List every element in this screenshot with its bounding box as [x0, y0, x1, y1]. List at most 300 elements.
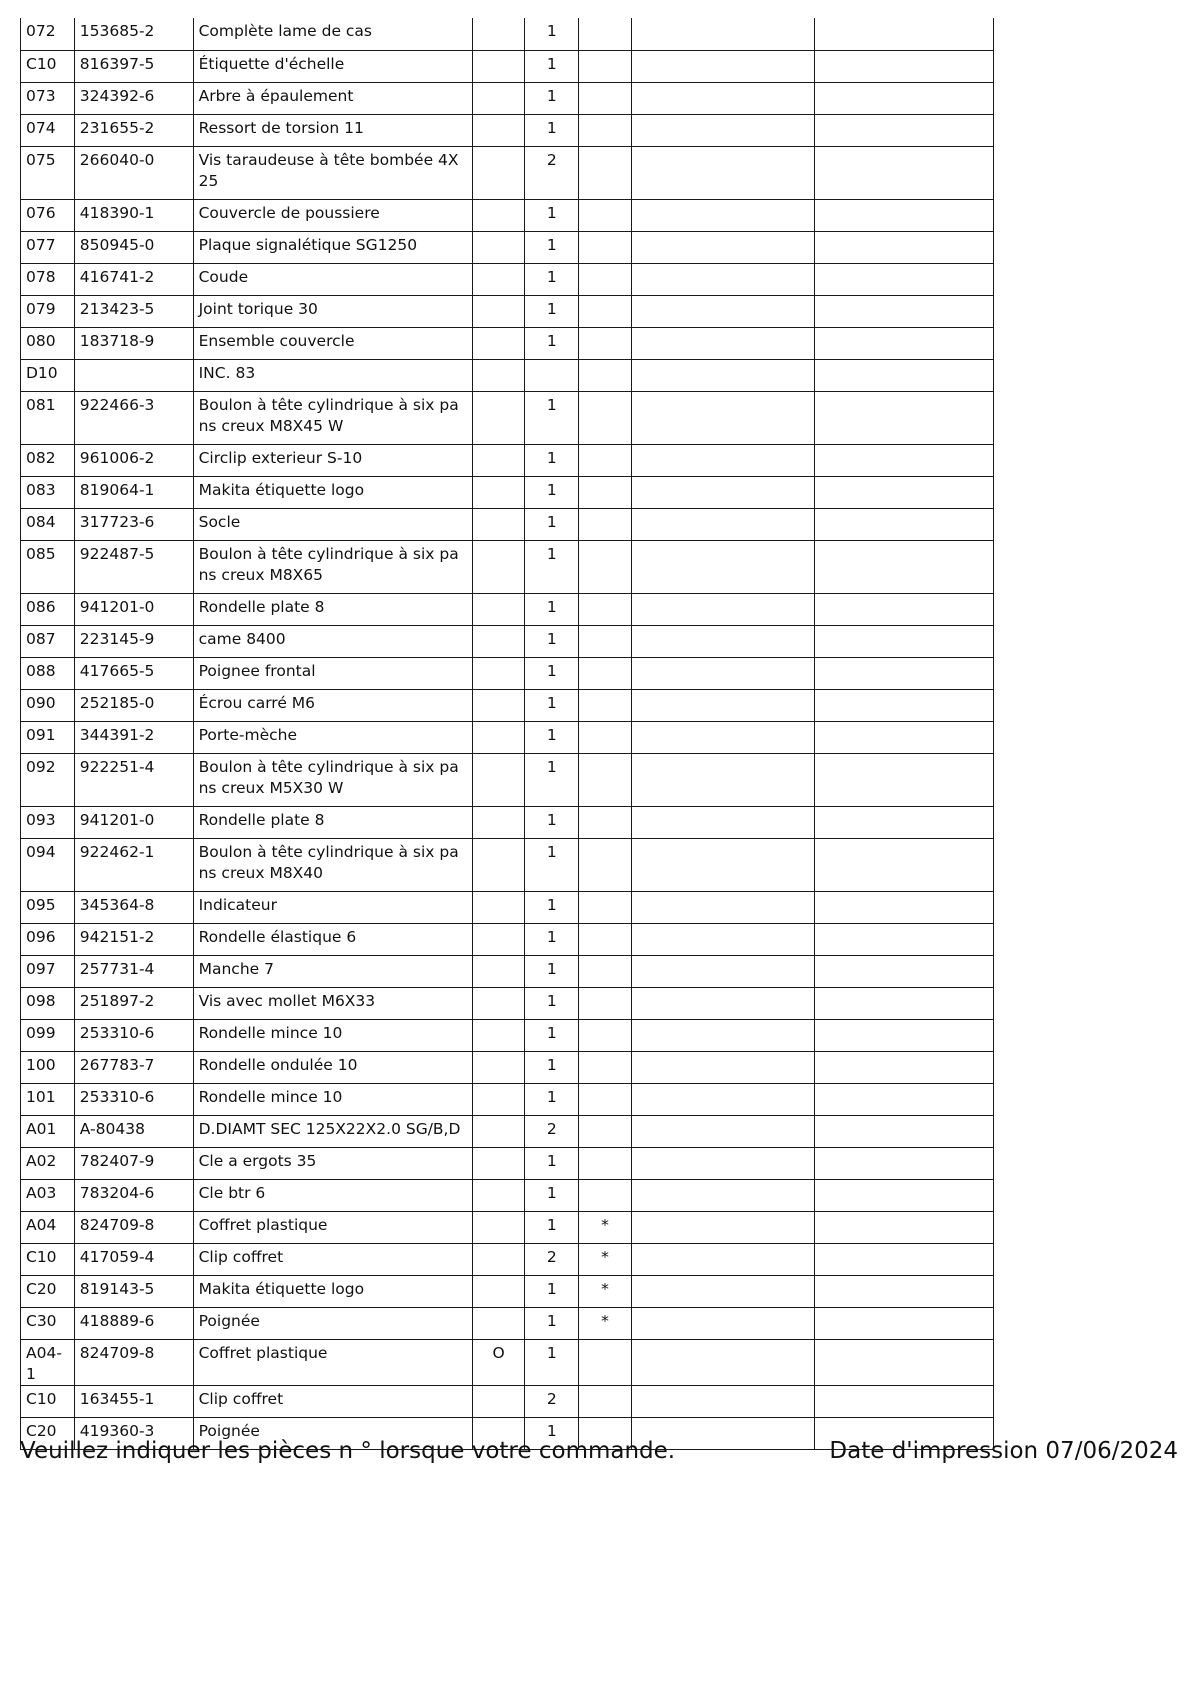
marker-cell [579, 1339, 632, 1385]
marker-cell [579, 263, 632, 295]
description-cell: Indicateur [193, 891, 472, 923]
table-row [21, 391, 994, 444]
quantity-cell: 1 [525, 391, 579, 444]
part-number-cell: 085 [21, 540, 75, 593]
reference-cell: 163455-1 [74, 1385, 193, 1417]
blank-cell [631, 1211, 814, 1243]
blank-cell [814, 1307, 993, 1339]
blank-cell [814, 391, 993, 444]
table-row [21, 987, 994, 1019]
blank-cell [814, 231, 993, 263]
quantity-cell: 1 [525, 82, 579, 114]
description-cell: Boulon à tête cylindrique à six pa ns creux M5X30 W [193, 753, 472, 806]
quantity-cell: 1 [525, 1083, 579, 1115]
blank-cell [631, 1051, 814, 1083]
blank-cell [814, 657, 993, 689]
description-cell: Ressort de torsion 11 [193, 114, 472, 146]
quantity-cell: 2 [525, 1115, 579, 1147]
note-cell [472, 923, 525, 955]
table-row [21, 50, 994, 82]
reference-cell: 416741-2 [74, 263, 193, 295]
note-cell [472, 806, 525, 838]
blank-cell [631, 1243, 814, 1275]
blank-cell [814, 508, 993, 540]
blank-cell [631, 891, 814, 923]
quantity-cell: 1 [525, 721, 579, 753]
description-cell: Rondelle ondulée 10 [193, 1051, 472, 1083]
quantity-cell: 2 [525, 1243, 579, 1275]
part-number-cell: C10 [21, 1385, 75, 1417]
reference-cell: 942151-2 [74, 923, 193, 955]
marker-cell [579, 391, 632, 444]
quantity-cell [525, 359, 579, 391]
note-cell [472, 82, 525, 114]
blank-cell [814, 444, 993, 476]
parts-table [20, 18, 994, 1450]
quantity-cell: 1 [525, 263, 579, 295]
note-cell [472, 146, 525, 199]
marker-cell [579, 1115, 632, 1147]
reference-cell: 253310-6 [74, 1083, 193, 1115]
part-number-cell: A04-1 [21, 1339, 75, 1385]
blank-cell [814, 923, 993, 955]
note-cell [472, 1243, 525, 1275]
marker-cell: * [579, 1243, 632, 1275]
reference-cell: 324392-6 [74, 82, 193, 114]
table-row [21, 444, 994, 476]
table-row [21, 955, 994, 987]
blank-cell [631, 1307, 814, 1339]
blank-cell [814, 82, 993, 114]
part-number-cell: C20 [21, 1275, 75, 1307]
marker-cell [579, 625, 632, 657]
blank-cell [814, 295, 993, 327]
description-cell: Vis avec mollet M6X33 [193, 987, 472, 1019]
blank-cell [814, 1211, 993, 1243]
part-number-cell: C20 [21, 1417, 75, 1449]
blank-cell [814, 891, 993, 923]
blank-cell [814, 593, 993, 625]
quantity-cell: 1 [525, 1019, 579, 1051]
blank-cell [631, 508, 814, 540]
note-cell [472, 987, 525, 1019]
quantity-cell: 1 [525, 923, 579, 955]
quantity-cell: 1 [525, 955, 579, 987]
reference-cell: 153685-2 [74, 18, 193, 50]
quantity-cell: 1 [525, 295, 579, 327]
blank-cell [814, 359, 993, 391]
blank-cell [814, 625, 993, 657]
part-number-cell: 083 [21, 476, 75, 508]
part-number-cell: C10 [21, 1243, 75, 1275]
order-instruction-note: Veuillez indiquer les pièces n ° lorsque votre commande. [20, 1438, 676, 1464]
blank-cell [814, 1243, 993, 1275]
reference-cell: 253310-6 [74, 1019, 193, 1051]
quantity-cell: 1 [525, 1275, 579, 1307]
table-row [21, 146, 994, 199]
table-row [21, 263, 994, 295]
marker-cell [579, 146, 632, 199]
reference-cell: 344391-2 [74, 721, 193, 753]
part-number-cell: 076 [21, 199, 75, 231]
note-cell [472, 50, 525, 82]
description-cell: Boulon à tête cylindrique à six pa ns creux M8X65 [193, 540, 472, 593]
part-number-cell: 094 [21, 838, 75, 891]
blank-cell [631, 657, 814, 689]
marker-cell [579, 891, 632, 923]
quantity-cell: 1 [525, 753, 579, 806]
marker-cell [579, 359, 632, 391]
reference-cell: 418390-1 [74, 199, 193, 231]
reference-cell: 819064-1 [74, 476, 193, 508]
quantity-cell: 1 [525, 1147, 579, 1179]
note-cell [472, 295, 525, 327]
note-cell [472, 540, 525, 593]
marker-cell [579, 295, 632, 327]
note-cell [472, 359, 525, 391]
part-number-cell: 092 [21, 753, 75, 806]
blank-cell [814, 476, 993, 508]
description-cell: Poignee frontal [193, 657, 472, 689]
blank-cell [814, 689, 993, 721]
blank-cell [814, 1051, 993, 1083]
quantity-cell: 1 [525, 114, 579, 146]
part-number-cell: 074 [21, 114, 75, 146]
description-cell: Coude [193, 263, 472, 295]
blank-cell [631, 753, 814, 806]
part-number-cell: 101 [21, 1083, 75, 1115]
marker-cell: * [579, 1211, 632, 1243]
marker-cell [579, 1147, 632, 1179]
reference-cell: 251897-2 [74, 987, 193, 1019]
parts-table-body [21, 18, 994, 1449]
note-cell [472, 391, 525, 444]
blank-cell [631, 1115, 814, 1147]
quantity-cell: 1 [525, 625, 579, 657]
description-cell: Rondelle plate 8 [193, 806, 472, 838]
blank-cell [814, 1019, 993, 1051]
note-cell [472, 955, 525, 987]
description-cell: Vis taraudeuse à tête bombée 4X 25 [193, 146, 472, 199]
blank-cell [814, 1385, 993, 1417]
blank-cell [814, 1179, 993, 1211]
table-row [21, 508, 994, 540]
blank-cell [631, 50, 814, 82]
blank-cell [814, 18, 993, 50]
note-cell [472, 1385, 525, 1417]
description-cell: Plaque signalétique SG1250 [193, 231, 472, 263]
reference-cell [74, 359, 193, 391]
note-cell [472, 838, 525, 891]
table-row [21, 1339, 994, 1385]
blank-cell [631, 1275, 814, 1307]
quantity-cell: 1 [525, 891, 579, 923]
blank-cell [631, 721, 814, 753]
quantity-cell: 1 [525, 657, 579, 689]
quantity-cell: 1 [525, 1307, 579, 1339]
marker-cell [579, 593, 632, 625]
blank-cell [631, 359, 814, 391]
note-cell [472, 625, 525, 657]
description-cell: Clip coffret [193, 1385, 472, 1417]
blank-cell [631, 231, 814, 263]
table-row [21, 721, 994, 753]
part-number-cell: A01 [21, 1115, 75, 1147]
table-row [21, 1147, 994, 1179]
note-cell [472, 1051, 525, 1083]
marker-cell [579, 114, 632, 146]
note-cell [472, 1083, 525, 1115]
reference-cell: 922487-5 [74, 540, 193, 593]
quantity-cell: 1 [525, 1339, 579, 1385]
reference-cell: 922462-1 [74, 838, 193, 891]
table-row [21, 657, 994, 689]
marker-cell [579, 476, 632, 508]
blank-cell [631, 18, 814, 50]
table-row [21, 806, 994, 838]
blank-cell [814, 838, 993, 891]
blank-cell [631, 593, 814, 625]
description-cell: Rondelle mince 10 [193, 1083, 472, 1115]
description-cell: Étiquette d'échelle [193, 50, 472, 82]
blank-cell [814, 987, 993, 1019]
reference-cell: A-80438 [74, 1115, 193, 1147]
reference-cell: 223145-9 [74, 625, 193, 657]
reference-cell: 231655-2 [74, 114, 193, 146]
blank-cell [814, 540, 993, 593]
blank-cell [631, 476, 814, 508]
blank-cell [631, 689, 814, 721]
quantity-cell: 1 [525, 1051, 579, 1083]
description-cell: Clip coffret [193, 1243, 472, 1275]
reference-cell: 782407-9 [74, 1147, 193, 1179]
note-cell [472, 657, 525, 689]
blank-cell [631, 199, 814, 231]
marker-cell [579, 18, 632, 50]
blank-cell [814, 1147, 993, 1179]
part-number-cell: A04 [21, 1211, 75, 1243]
quantity-cell: 1 [525, 1211, 579, 1243]
reference-cell: 850945-0 [74, 231, 193, 263]
reference-cell: 941201-0 [74, 806, 193, 838]
reference-cell: 183718-9 [74, 327, 193, 359]
table-row [21, 838, 994, 891]
table-row [21, 295, 994, 327]
table-row [21, 1083, 994, 1115]
quantity-cell: 1 [525, 50, 579, 82]
reference-cell: 961006-2 [74, 444, 193, 476]
table-row [21, 689, 994, 721]
table-row [21, 1115, 994, 1147]
marker-cell [579, 838, 632, 891]
description-cell: INC. 83 [193, 359, 472, 391]
table-row [21, 231, 994, 263]
description-cell: Makita étiquette logo [193, 1275, 472, 1307]
part-number-cell: 077 [21, 231, 75, 263]
blank-cell [814, 1083, 993, 1115]
reference-cell: 345364-8 [74, 891, 193, 923]
blank-cell [631, 146, 814, 199]
part-number-cell: 100 [21, 1051, 75, 1083]
description-cell: Circlip exterieur S-10 [193, 444, 472, 476]
table-row [21, 593, 994, 625]
note-cell: O [472, 1339, 525, 1385]
note-cell [472, 199, 525, 231]
part-number-cell: 093 [21, 806, 75, 838]
part-number-cell: 086 [21, 593, 75, 625]
reference-cell: 317723-6 [74, 508, 193, 540]
description-cell: Rondelle mince 10 [193, 1019, 472, 1051]
part-number-cell: 072 [21, 18, 75, 50]
quantity-cell: 1 [525, 1417, 579, 1449]
blank-cell [631, 444, 814, 476]
reference-cell: 816397-5 [74, 50, 193, 82]
blank-cell [631, 806, 814, 838]
note-cell [472, 1147, 525, 1179]
table-row [21, 1275, 994, 1307]
marker-cell [579, 540, 632, 593]
marker-cell [579, 987, 632, 1019]
blank-cell [631, 1019, 814, 1051]
quantity-cell: 2 [525, 1385, 579, 1417]
print-date: Date d'impression 07/06/2024 [829, 1438, 1178, 1464]
table-row [21, 1385, 994, 1417]
part-number-cell: C10 [21, 50, 75, 82]
description-cell: came 8400 [193, 625, 472, 657]
description-cell: Joint torique 30 [193, 295, 472, 327]
description-cell: Porte-mèche [193, 721, 472, 753]
note-cell [472, 114, 525, 146]
description-cell: Boulon à tête cylindrique à six pa ns creux M8X40 [193, 838, 472, 891]
part-number-cell: A02 [21, 1147, 75, 1179]
reference-cell: 419360-3 [74, 1417, 193, 1449]
note-cell [472, 593, 525, 625]
part-number-cell: 090 [21, 689, 75, 721]
reference-cell: 922466-3 [74, 391, 193, 444]
part-number-cell: D10 [21, 359, 75, 391]
blank-cell [814, 327, 993, 359]
quantity-cell: 1 [525, 987, 579, 1019]
note-cell [472, 1179, 525, 1211]
quantity-cell: 1 [525, 838, 579, 891]
marker-cell [579, 657, 632, 689]
part-number-cell: 097 [21, 955, 75, 987]
part-number-cell: 087 [21, 625, 75, 657]
part-number-cell: 095 [21, 891, 75, 923]
marker-cell [579, 955, 632, 987]
quantity-cell: 1 [525, 806, 579, 838]
marker-cell [579, 721, 632, 753]
marker-cell: * [579, 1307, 632, 1339]
description-cell: Ensemble couvercle [193, 327, 472, 359]
quantity-cell: 1 [525, 540, 579, 593]
blank-cell [631, 114, 814, 146]
blank-cell [631, 540, 814, 593]
description-cell: Rondelle élastique 6 [193, 923, 472, 955]
table-row [21, 82, 994, 114]
quantity-cell: 2 [525, 146, 579, 199]
note-cell [472, 476, 525, 508]
note-cell [472, 689, 525, 721]
reference-cell: 824709-8 [74, 1211, 193, 1243]
description-cell: Rondelle plate 8 [193, 593, 472, 625]
reference-cell: 417059-4 [74, 1243, 193, 1275]
marker-cell [579, 1083, 632, 1115]
part-number-cell: A03 [21, 1179, 75, 1211]
part-number-cell: 080 [21, 327, 75, 359]
part-number-cell: 099 [21, 1019, 75, 1051]
description-cell: Poignée [193, 1307, 472, 1339]
description-cell: Makita étiquette logo [193, 476, 472, 508]
part-number-cell: 084 [21, 508, 75, 540]
table-row [21, 1179, 994, 1211]
blank-cell [631, 263, 814, 295]
part-number-cell: 091 [21, 721, 75, 753]
blank-cell [814, 263, 993, 295]
part-number-cell: C30 [21, 1307, 75, 1339]
note-cell [472, 891, 525, 923]
quantity-cell: 1 [525, 593, 579, 625]
table-row [21, 891, 994, 923]
note-cell [472, 263, 525, 295]
part-number-cell: 096 [21, 923, 75, 955]
marker-cell [579, 923, 632, 955]
reference-cell: 252185-0 [74, 689, 193, 721]
marker-cell [579, 82, 632, 114]
blank-cell [631, 987, 814, 1019]
note-cell [472, 1019, 525, 1051]
table-row [21, 359, 994, 391]
reference-cell: 213423-5 [74, 295, 193, 327]
reference-cell: 922251-4 [74, 753, 193, 806]
quantity-cell: 1 [525, 327, 579, 359]
table-row [21, 1243, 994, 1275]
blank-cell [631, 82, 814, 114]
description-cell: Coffret plastique [193, 1211, 472, 1243]
table-row [21, 199, 994, 231]
quantity-cell: 1 [525, 199, 579, 231]
blank-cell [814, 753, 993, 806]
marker-cell [579, 327, 632, 359]
blank-cell [631, 1083, 814, 1115]
blank-cell [814, 199, 993, 231]
reference-cell: 941201-0 [74, 593, 193, 625]
quantity-cell: 1 [525, 508, 579, 540]
quantity-cell: 1 [525, 18, 579, 50]
reference-cell: 824709-8 [74, 1339, 193, 1385]
blank-cell [631, 295, 814, 327]
description-cell: Arbre à épaulement [193, 82, 472, 114]
description-cell: Cle btr 6 [193, 1179, 472, 1211]
part-number-cell: 088 [21, 657, 75, 689]
part-number-cell: 081 [21, 391, 75, 444]
quantity-cell: 1 [525, 1179, 579, 1211]
blank-cell [814, 146, 993, 199]
blank-cell [631, 625, 814, 657]
blank-cell [814, 806, 993, 838]
table-row [21, 625, 994, 657]
blank-cell [814, 721, 993, 753]
marker-cell [579, 1179, 632, 1211]
blank-cell [631, 327, 814, 359]
note-cell [472, 1307, 525, 1339]
reference-cell: 417665-5 [74, 657, 193, 689]
marker-cell [579, 508, 632, 540]
table-row [21, 1211, 994, 1243]
marker-cell [579, 444, 632, 476]
description-cell: Socle [193, 508, 472, 540]
note-cell [472, 1275, 525, 1307]
